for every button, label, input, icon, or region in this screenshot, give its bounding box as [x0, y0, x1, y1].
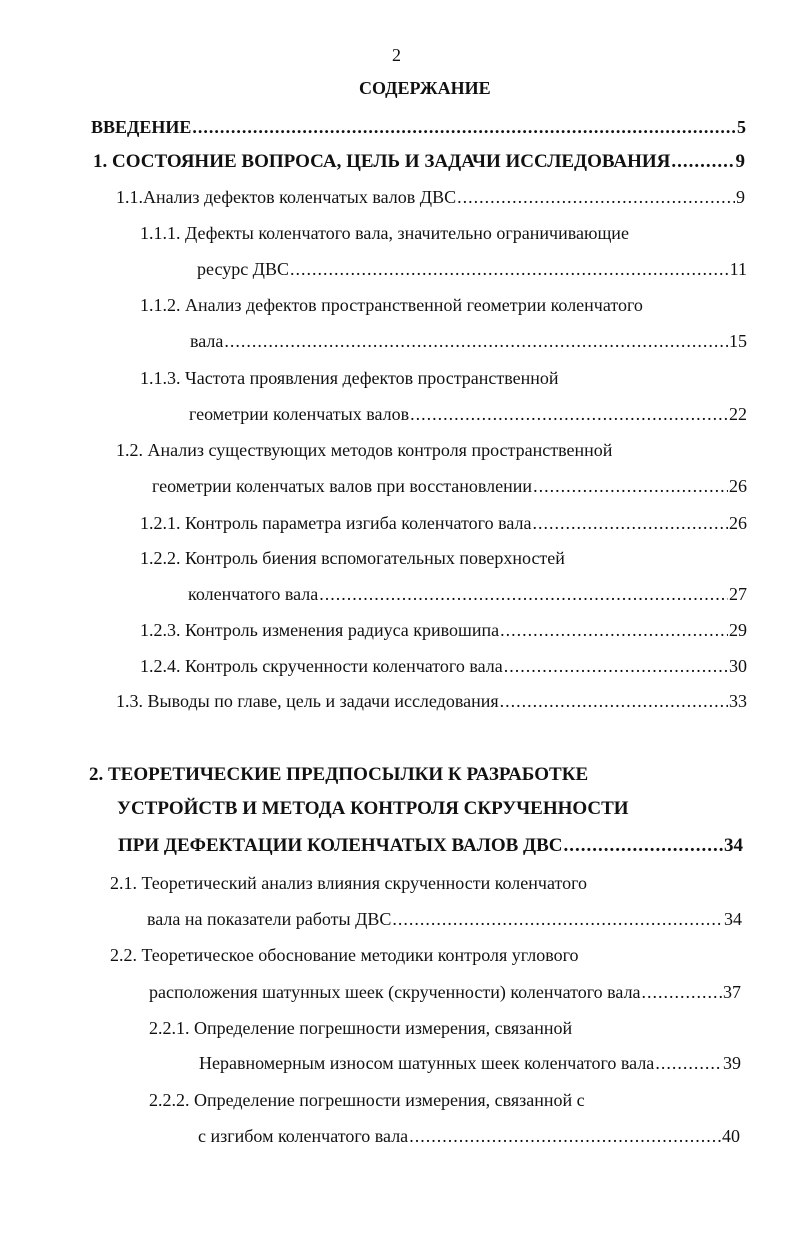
toc-entry-2-2-line1[interactable]: 2.2. Теоретическое обоснование методики контроля углового [110, 945, 579, 965]
toc-entry-title: вала на показатели работы ДВС [147, 909, 392, 929]
page-number: 2 [392, 45, 401, 65]
toc-page-number: 27 [729, 584, 747, 604]
toc-page-number: 39 [723, 1053, 741, 1073]
toc-entry-title: геометрии коленчатых валов [189, 404, 410, 424]
toc-entry-1-1[interactable] [116, 186, 745, 208]
toc-entry-title: 1.2.4. Контроль скрученности коленчатого вала [140, 656, 503, 676]
toc-entry-1-2-2[interactable] [188, 583, 747, 605]
toc-entry-1-2[interactable] [152, 475, 747, 497]
toc-page-number: 26 [729, 513, 747, 533]
toc-entry-1-1-2-line1[interactable]: 1.1.2. Анализ дефектов пространственной геометрии коленчатого [140, 295, 643, 315]
leader-dots [655, 1052, 722, 1074]
toc-page-number: 22 [729, 404, 747, 424]
leader-dots [224, 330, 728, 352]
leader-dots [410, 403, 728, 425]
toc-entry-title: с изгибом коленчатого вала [198, 1126, 409, 1146]
toc-entry-chapter-2-line1[interactable]: 2. ТЕОРЕТИЧЕСКИЕ ПРЕДПОСЫЛКИ К РАЗРАБОТКЕ [89, 764, 589, 785]
leader-dots [564, 835, 723, 857]
leader-dots [532, 512, 728, 534]
toc-entry-1-1-3-line1[interactable]: 1.1.3. Частота проявления дефектов пространственной [140, 368, 559, 388]
toc-page-number: 34 [724, 835, 743, 856]
toc-entry-2-1[interactable] [147, 908, 742, 930]
toc-entry-chapter-2[interactable] [118, 835, 743, 857]
toc-entry-title: Неравномерным износом шатунных шеек коленчатого вала [199, 1053, 655, 1073]
toc-page-number: 11 [729, 259, 747, 279]
toc-entry-title: ресурс ДВС [197, 259, 289, 279]
toc-entry-title: 1.2.3. Контроль изменения радиуса кривошипа [140, 620, 500, 640]
toc-entry-title: 1.1.Анализ дефектов коленчатых валов ДВС [116, 187, 457, 207]
toc-entry-1-1-1-line1[interactable]: 1.1.1. Дефекты коленчатого вала, значительно ограничивающие [140, 223, 629, 243]
toc-entry-1-2-3[interactable] [140, 619, 747, 641]
leader-dots [500, 690, 728, 712]
toc-page-number: 26 [729, 476, 747, 496]
toc-entry-title: 1. СОСТОЯНИЕ ВОПРОСА, ЦЕЛЬ И ЗАДАЧИ ИССЛЕДОВАНИЯ [93, 151, 671, 172]
toc-entry-2-1-line1[interactable]: 2.1. Теоретический анализ влияния скрученности коленчатого [110, 873, 588, 893]
contents-heading: СОДЕРЖАНИЕ [359, 78, 491, 98]
toc-entry-title: 1.3. Выводы по главе, цель и задачи исследования [116, 691, 499, 711]
leader-dots [671, 151, 734, 173]
toc-entry-title: ВВЕДЕНИЕ [91, 117, 192, 137]
toc-page-number: 9 [735, 151, 745, 172]
toc-entry-title: коленчатого вала [188, 584, 319, 604]
toc-page-number: 5 [737, 117, 746, 137]
leader-dots [319, 583, 728, 605]
toc-entry-title: ПРИ ДЕФЕКТАЦИИ КОЛЕНЧАТЫХ ВАЛОВ ДВС [118, 835, 563, 856]
toc-page-number: 40 [722, 1126, 740, 1146]
toc-page-number: 34 [724, 909, 742, 929]
toc-entry-title: геометрии коленчатых валов при восстановлении [152, 476, 533, 496]
leader-dots [642, 981, 722, 1003]
toc-page-number: 29 [729, 620, 747, 640]
toc-entry-2-2-2-line1[interactable]: 2.2.2. Определение погрешности измерения, связанной с [149, 1090, 585, 1110]
toc-entry-1-2-1[interactable] [140, 512, 747, 534]
leader-dots [192, 116, 736, 138]
leader-dots [457, 186, 735, 208]
toc-entry-chapter-2-line2[interactable]: УСТРОЙСТВ И МЕТОДА КОНТРОЛЯ СКРУЧЕННОСТИ [117, 798, 629, 819]
toc-entry-2-2-1[interactable] [199, 1052, 741, 1074]
leader-dots [409, 1125, 721, 1147]
toc-entry-intro[interactable] [91, 116, 746, 138]
toc-entry-chapter-1[interactable] [93, 151, 745, 173]
toc-page-number: 33 [729, 691, 747, 711]
toc-entry-title: вала [190, 331, 224, 351]
leader-dots [500, 619, 728, 641]
toc-page-number: 15 [729, 331, 747, 351]
leader-dots [533, 475, 728, 497]
toc-entry-1-3[interactable] [116, 690, 747, 712]
toc-entry-1-2-4[interactable] [140, 655, 747, 677]
toc-entry-2-2-1-line1[interactable]: 2.2.1. Определение погрешности измерения, связанной [149, 1018, 573, 1038]
toc-page-number: 37 [723, 982, 741, 1002]
toc-entry-title: расположения шатунных шеек (скрученности) коленчатого вала [149, 982, 641, 1002]
toc-entry-2-2[interactable] [149, 981, 741, 1003]
toc-page-number: 9 [736, 187, 745, 207]
toc-entry-1-1-1[interactable] [197, 258, 747, 280]
leader-dots [290, 258, 729, 280]
toc-entry-1-1-3[interactable] [189, 403, 747, 425]
toc-entry-1-2-2-line1[interactable]: 1.2.2. Контроль биения вспомогательных поверхностей [140, 548, 565, 568]
leader-dots [392, 908, 723, 930]
toc-entry-title: 1.2.1. Контроль параметра изгиба коленчатого вала [140, 513, 532, 533]
toc-page-number: 30 [729, 656, 747, 676]
toc-entry-1-2-line1[interactable]: 1.2. Анализ существующих методов контроля пространственной [116, 440, 613, 460]
toc-entry-1-1-2[interactable] [190, 330, 747, 352]
leader-dots [504, 655, 728, 677]
toc-entry-2-2-2[interactable] [198, 1125, 740, 1147]
